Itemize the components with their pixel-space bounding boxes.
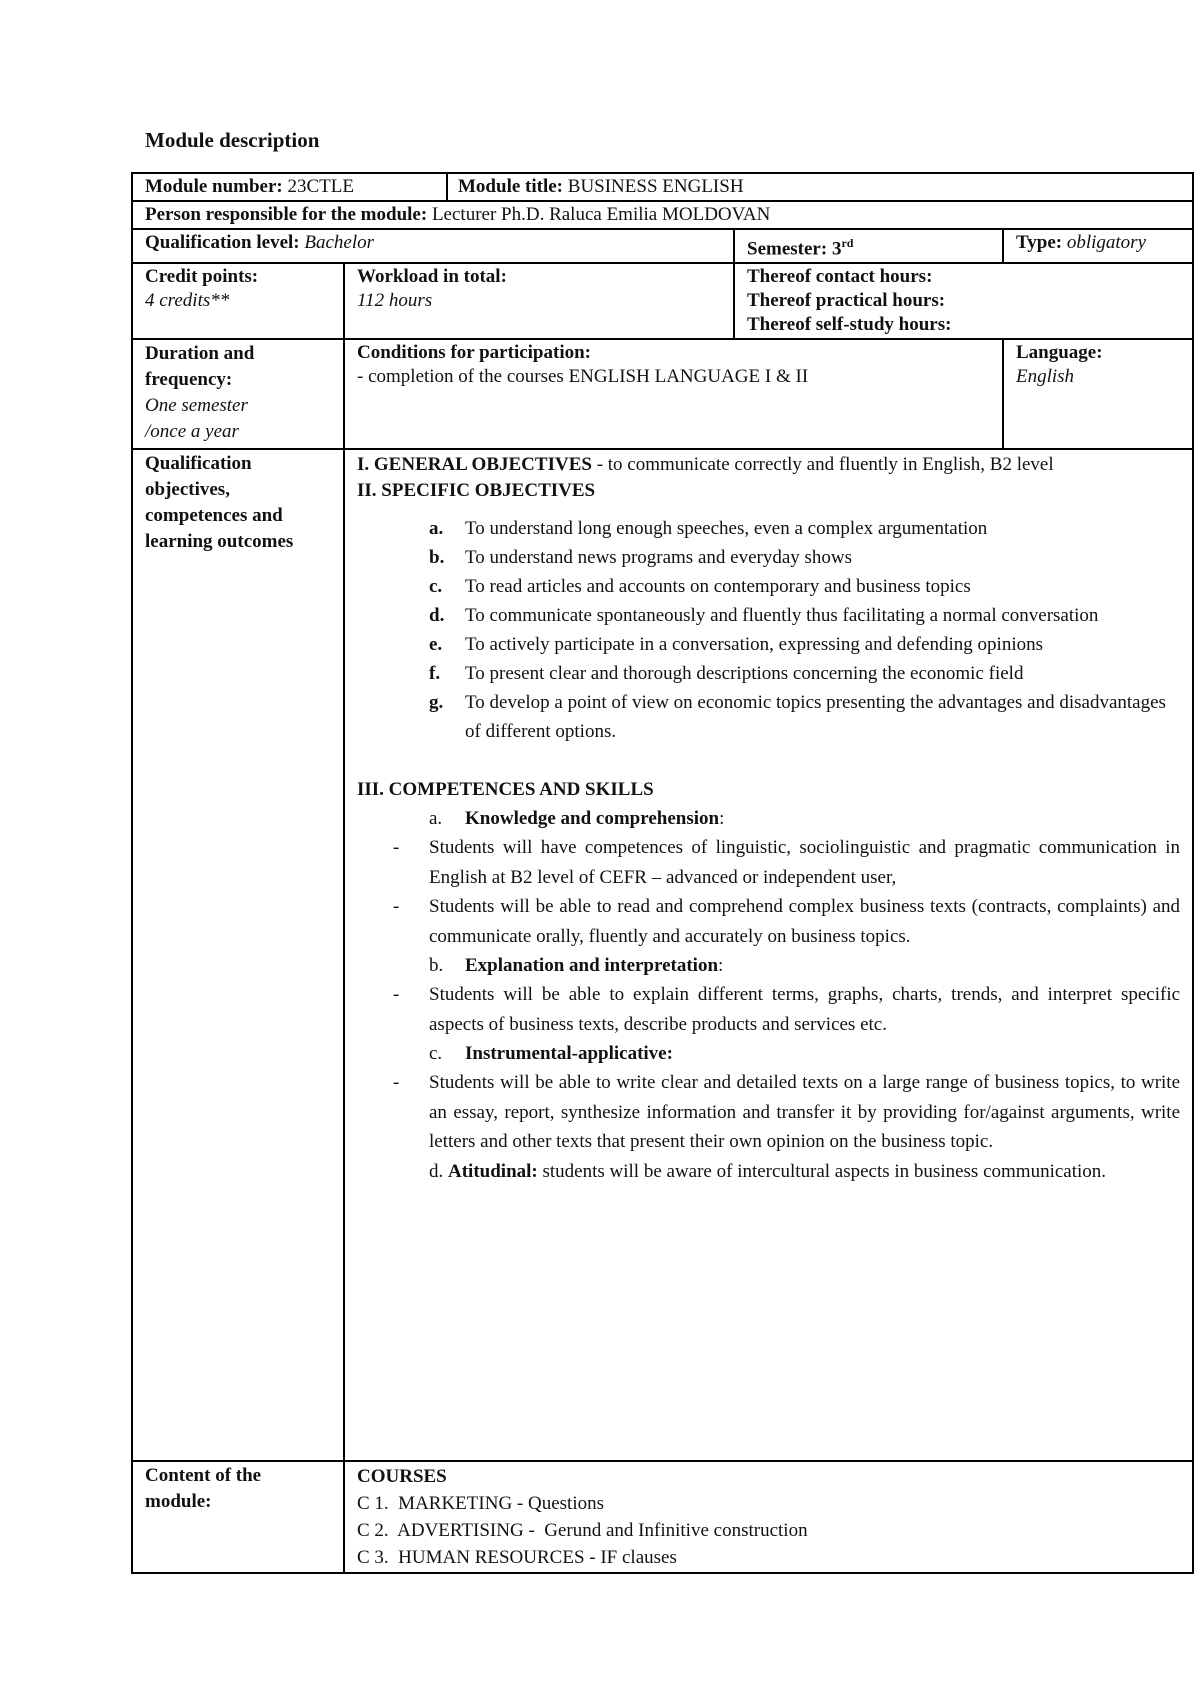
list-marker: d.: [429, 605, 445, 627]
type-cell: [1003, 229, 1193, 263]
list-text: To actively participate in a conversation, expressing and defending opinions: [465, 634, 1043, 656]
objectives-label-3: competences and: [145, 505, 283, 527]
competence-a-item: [357, 833, 1180, 892]
competence-d-marker: d.: [429, 1160, 444, 1182]
competence-a: [357, 804, 1180, 833]
semester-sup: rd: [841, 236, 854, 250]
module-title-label: Module title:: [458, 176, 564, 197]
row-duration: [132, 339, 1193, 449]
list-marker: g.: [429, 692, 444, 714]
content-label-2: module:: [145, 1491, 212, 1513]
document-title: Module description: [145, 128, 320, 152]
list-text: To present clear and thorough descriptions concerning the economic field: [465, 663, 1024, 685]
course-item: C 1. MARKETING - Questions: [357, 1493, 604, 1515]
conditions-value: - completion of the courses ENGLISH LANGUAGE I & II: [357, 366, 809, 388]
module-number-cell: [132, 173, 447, 201]
course-item: C 3. HUMAN RESOURCES - IF clauses: [357, 1547, 677, 1569]
dash-marker: -: [393, 896, 400, 918]
language-label: Language:: [1016, 342, 1103, 364]
module-number-value: 23CTLE: [287, 176, 354, 197]
module-title-value: BUSINESS ENGLISH: [567, 176, 744, 197]
workload-cell: [344, 263, 734, 339]
semester-label: Semester:: [747, 238, 828, 260]
list-text: To read articles and accounts on contemporary and business topics: [465, 576, 971, 598]
conditions-cell: [344, 339, 1003, 449]
language-cell: [1003, 339, 1193, 449]
list-item: [357, 543, 1180, 572]
list-item: [357, 572, 1180, 601]
content-cell: [344, 1461, 1193, 1573]
competence-a-item: [357, 892, 1180, 951]
type-label: Type:: [1016, 232, 1063, 253]
person-cell: [132, 201, 1193, 229]
row-objectives: [132, 449, 1193, 1461]
list-marker: a.: [429, 518, 444, 540]
competence-d-title: Atitudinal:: [448, 1160, 538, 1182]
list-text: To communicate spontaneously and fluently thus facilitating a normal conversation: [465, 605, 1099, 627]
competence-c-marker: c.: [429, 1043, 443, 1065]
semester-cell: [734, 229, 1003, 263]
practical-hours-label: Thereof practical hours:: [747, 290, 946, 312]
qualification-cell: [132, 229, 734, 263]
module-number-label: Module number:: [145, 176, 283, 197]
competence-a-colon: :: [719, 808, 725, 830]
self-study-hours-label: Thereof self-study hours:: [747, 314, 952, 336]
list-marker: c.: [429, 576, 443, 598]
list-marker: f.: [429, 663, 441, 685]
competence-c-item: [357, 1068, 1180, 1157]
list-item: [357, 601, 1180, 630]
list-text: To understand long enough speeches, even a complex argumentation: [465, 518, 988, 540]
duration-label-2: frequency:: [145, 369, 233, 391]
row-module-number: [132, 173, 1193, 201]
list-marker: b.: [429, 547, 445, 569]
module-table: [131, 172, 1194, 1574]
competence-text: Students will be able to explain different terms, graphs, charts, trends, and interpret specific aspects of business texts, describe products and services etc.: [429, 984, 1181, 1035]
objectives-label-4: learning outcomes: [145, 531, 294, 553]
objectives-label-1: Qualification: [145, 453, 252, 475]
conditions-label: Conditions for participation:: [357, 342, 592, 364]
list-marker: e.: [429, 634, 443, 656]
row-qualification: [132, 229, 1193, 263]
competence-text: Students will be able to read and comprehend complex business texts (contracts, complaints) and communicate orally, fluently and accurately on business topics.: [429, 896, 1181, 947]
general-objectives-text: - to communicate correctly and fluently in English, B2 level: [591, 454, 1054, 476]
competence-c-title: Instrumental-applicative:: [465, 1043, 673, 1065]
dash-marker: -: [393, 984, 400, 1006]
competence-c: [357, 1039, 1180, 1068]
row-content: [132, 1461, 1193, 1573]
type-value: obligatory: [1066, 232, 1147, 253]
list-item: [357, 659, 1180, 688]
credit-cell: [132, 263, 344, 339]
dash-marker: -: [393, 1072, 400, 1094]
dash-marker: -: [393, 837, 400, 859]
competence-d-text: students will be aware of intercultural aspects in business communication.: [537, 1160, 1107, 1182]
list-text: To develop a point of view on economic topics presenting the advantages and disadvantages of different options.: [465, 692, 1166, 743]
duration-label-1: Duration and: [145, 343, 255, 365]
courses-heading: COURSES: [357, 1466, 447, 1488]
row-person: [132, 201, 1193, 229]
competence-text: Students will have competences of linguistic, sociolinguistic and pragmatic communication in English at B2 level of CEFR – advanced or independent user,: [429, 837, 1181, 888]
competence-b: [357, 951, 1180, 980]
duration-cell: [132, 339, 344, 449]
list-text: To understand news programs and everyday shows: [465, 547, 853, 569]
competence-a-marker: a.: [429, 808, 443, 830]
objectives-label-2: objectives,: [145, 479, 230, 501]
duration-value-1: One semester: [145, 395, 248, 417]
person-value: Lecturer Ph.D. Raluca Emilia MOLDOVAN: [431, 204, 771, 225]
duration-value-2: /once a year: [145, 421, 239, 443]
competence-d: [357, 1157, 1180, 1187]
general-objectives: [357, 451, 1180, 478]
content-label-1: Content of the: [145, 1465, 262, 1487]
objectives-content-cell: [344, 449, 1193, 1461]
general-objectives-heading: I. GENERAL OBJECTIVES: [357, 454, 592, 476]
workload-value: 112 hours: [357, 290, 433, 312]
specific-objectives-list: [357, 514, 1180, 746]
specific-objectives-heading: II. SPECIFIC OBJECTIVES: [357, 480, 596, 502]
competence-b-marker: b.: [429, 955, 444, 977]
person-label: Person responsible for the module:: [145, 204, 428, 225]
qualification-value: Bachelor: [304, 232, 375, 253]
competence-b-item: [357, 980, 1180, 1039]
content-label-cell: [132, 1461, 344, 1573]
credit-label: Credit points:: [145, 266, 259, 288]
competence-b-title: Explanation and interpretation: [465, 955, 719, 977]
course-item: C 2. ADVERTISING - Gerund and Infinitive construction: [357, 1520, 808, 1542]
row-credits: [132, 263, 1193, 339]
semester-value: 3: [831, 238, 842, 260]
competence-text: Students will be able to write clear and detailed texts on a large range of business topics, to write an essay, report, synthesize information and transfer it by providing for/against arguments, write letters and other texts that present their own opinion on the business topic.: [429, 1072, 1181, 1153]
workload-label: Workload in total:: [357, 266, 507, 288]
list-item: [357, 688, 1180, 746]
competence-a-title: Knowledge and comprehension: [465, 808, 720, 830]
objectives-label-cell: [132, 449, 344, 1461]
contact-hours-label: Thereof contact hours:: [747, 266, 933, 288]
list-item: [357, 630, 1180, 659]
indent-spacer: [357, 1157, 429, 1187]
credit-value: 4 credits**: [145, 290, 230, 312]
language-value: English: [1016, 366, 1075, 388]
competence-b-colon: :: [718, 955, 724, 977]
hours-cell: [734, 263, 1193, 339]
list-item: [357, 514, 1180, 543]
competences-heading: III. COMPETENCES AND SKILLS: [357, 779, 654, 801]
qualification-label: Qualification level:: [145, 232, 300, 253]
module-title-cell: [447, 173, 1193, 201]
